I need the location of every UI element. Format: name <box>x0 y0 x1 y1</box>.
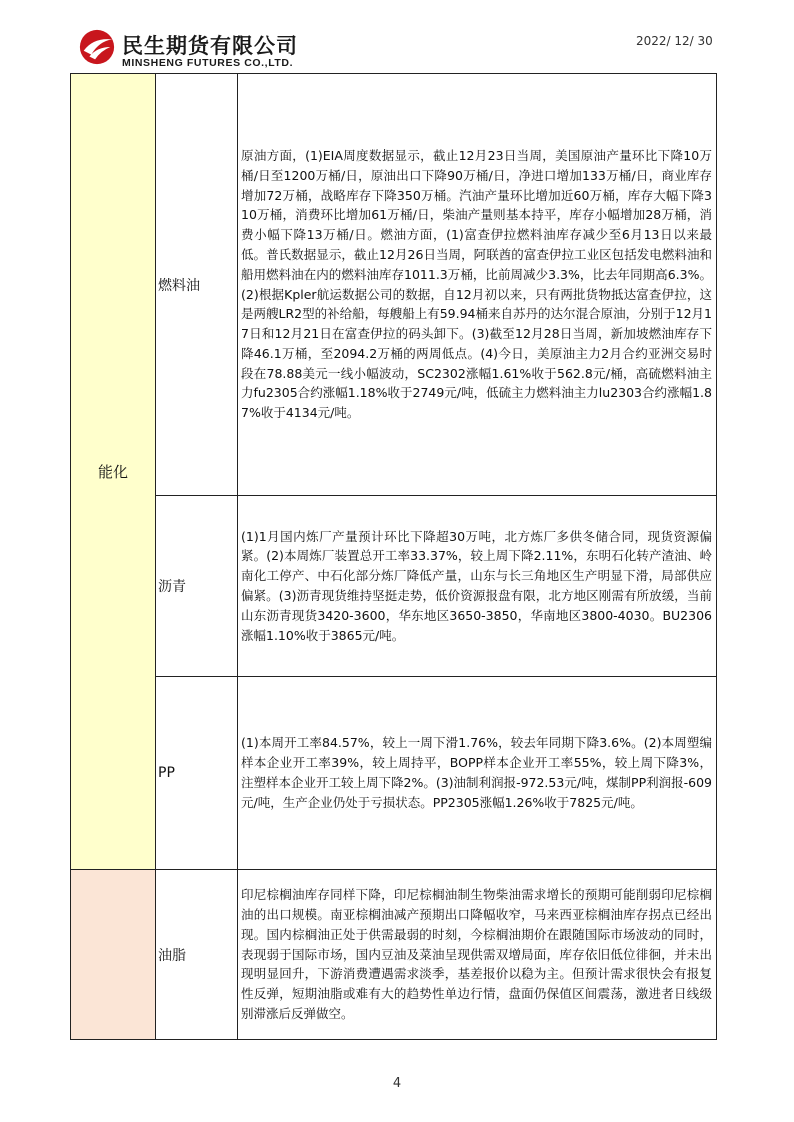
company-name-cn: 民生期货有限公司 <box>122 34 298 58</box>
product-name-pp: PP <box>156 677 238 870</box>
category-cell-oils <box>71 870 156 1040</box>
product-name-fuel-oil: 燃料油 <box>156 74 238 496</box>
commentary-fuel-oil: 原油方面，(1)EIA周度数据显示，截止12月23日当周，美国原油产量环比下降10万桶/日至1200万桶/日，原油出口下降90万桶/日，净进口增加133万桶/日，商业库存增加72万桶，战略库存下降350万桶。汽油产量环比增加近60万桶，库存大幅下降310万桶，消费环比增加61万桶/日，柴油产量则基本持平，库存小幅增加28万桶，消费小幅下降13万桶/日。燃油方面，(1)富查伊拉燃料油库存减少至6月13日以来最低。普氏数据显示，截止12月26日当周，阿联酋的富查伊拉工业区包括发电燃料油和船用燃料油在内的燃料油库存1011.3万桶，比前周减少3.3%，比去年同期高6.3%。(2)根据Kpler航运数据公司的数据，自12月初以来，只有两批货物抵达富查伊拉，这是两艘LR2型的补给船，每艘船上有59.94桶来自苏丹的达尔混合原油，分别于12月17日和12月21日在富查伊拉的码头卸下。(3)截至12月28日当周，新加坡燃油库存下降46.1万桶，至2094.2万桶的两周低点。(4)今日，美原油主力2月合约亚洲交易时段在78.88美元一线小幅波动，SC2302涨幅1.61%收于562.8元/桶，高硫燃料油主力fu2305合约涨幅1.18%收于2749元/吨，低硫主力燃料油主力lu2303合约涨幅1.87%收于4134元/吨。 <box>238 74 717 496</box>
table-row <box>71 870 717 1040</box>
minsheng-logo-icon <box>78 28 116 66</box>
report-date: 2022/ 12/ 30 <box>636 34 713 48</box>
category-cell-energy <box>71 74 156 870</box>
commentary-oils-fats: 印尼棕榈油库存同样下降，印尼棕榈油制生物柴油需求增长的预期可能削弱印尼棕榈油的出口规模。南亚棕榈油减产预期出口降幅收窄，马来西亚棕榈油库存拐点已经出现。国内棕榈油正处于供需最弱的时刻，今棕榈油期价在跟随国际市场波动的同时，表现弱于国际市场，国内豆油及菜油呈现供需双增局面，库存依旧低位徘徊，并未出现明显回升，下游消费遭遇需求淡季，基差报价以稳为主。但预计需求很快会有报复性反弹，短期油脂或难有大的趋势性单边行情，盘面仍保值区间震荡，激进者日线级别滞涨后反弹做空。 <box>238 870 717 1040</box>
commentary-pp: (1)本周开工率84.57%，较上一周下滑1.76%，较去年同期下降3.6%。(2)本周塑编样本企业开工率39%，较上周持平，BOPP样本企业开工率55%，较上周下降3%，注塑样本企业开工较上周下降2%。(3)油制利润报-972.53元/吨，煤制PP利润报-609元/吨，生产企业仍处于亏损状态。PP2305涨幅1.26%收于7825元/吨。 <box>238 677 717 870</box>
table-row <box>71 496 717 677</box>
commentary-asphalt: (1)1月国内炼厂产量预计环比下降超30万吨，北方炼厂多供冬储合同，现货资源偏紧。(2)本周炼厂装置总开工率33.37%，较上周下降2.11%，东明石化转产渣油、岭南化工停产、中石化部分炼厂降低产量，山东与长三角地区生产明显下滑，局部供应偏紧。(3)沥青现货维持坚挺走势，低价资源报盘有限，北方地区刚需有所放缓，当前山东沥青现货3420-3600，华东地区3650-3850，华南地区3800-4030。BU2306涨幅1.10%收于3865元/吨。 <box>238 496 717 677</box>
page-header <box>0 0 794 80</box>
commentary-table <box>70 73 717 1040</box>
product-name-oils-fats: 油脂 <box>156 870 238 1040</box>
table-row <box>71 677 717 870</box>
category-label: 能化 <box>97 463 128 481</box>
company-name-en: MINSHENG FUTURES CO.,LTD. <box>122 57 294 69</box>
product-name-asphalt: 沥青 <box>156 496 238 677</box>
table-row <box>71 74 717 496</box>
page-number: 4 <box>392 1076 402 1091</box>
